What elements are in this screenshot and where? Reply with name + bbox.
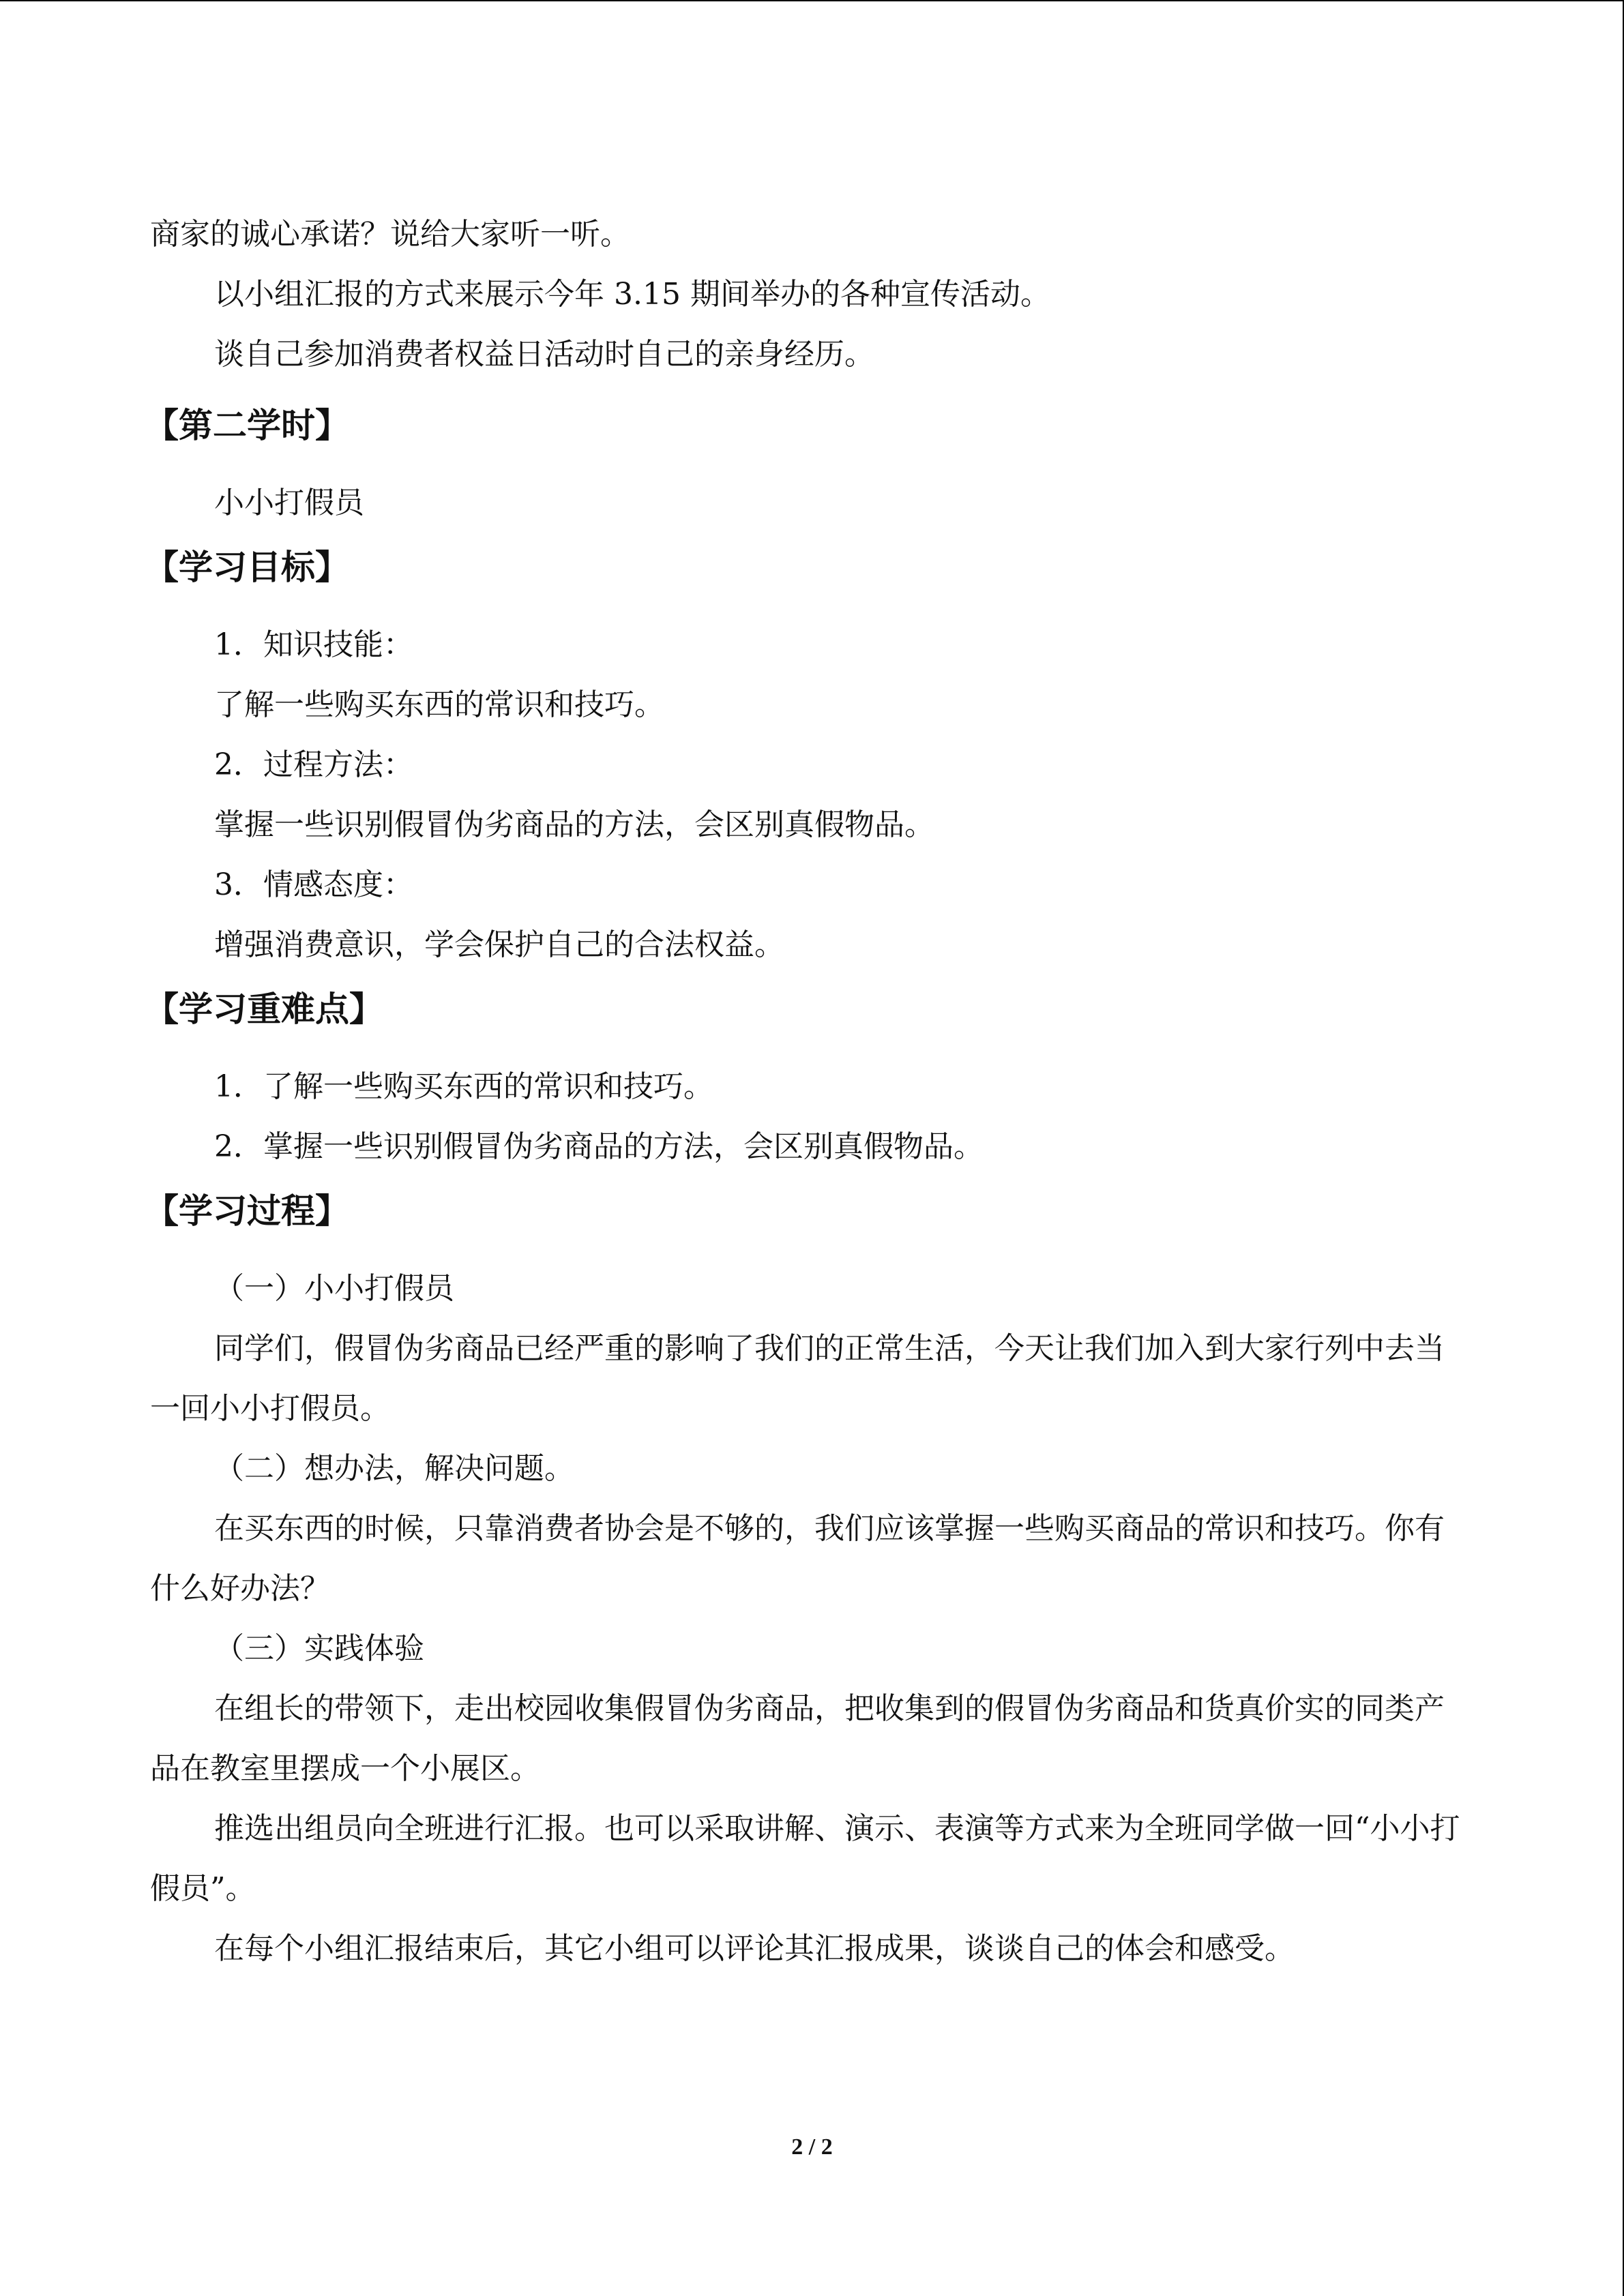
- paragraph-personal-experience: 谈自己参加消费者权益日活动时自己的亲身经历。: [214, 337, 874, 372]
- heading-learning-process: 【学习过程】: [145, 1191, 349, 1231]
- paragraph-activity-report: 以小组汇报的方式来展示今年 3.15 期间举办的各种宣传活动。: [214, 277, 1050, 312]
- lesson-topic: 小小打假员: [214, 486, 364, 520]
- heading-learning-goals: 【学习目标】: [145, 548, 349, 587]
- step-text-1: 同学们，假冒伪劣商品已经严重的影响了我们的正常生活，今天让我们加入到大家行列中去当一回小小打假员。: [150, 1331, 1445, 1426]
- goal-item: 增强消费意识，学会保护自己的合法权益。: [214, 927, 784, 962]
- key-point-item: 1．了解一些购买东西的常识和技巧。: [214, 1069, 713, 1104]
- paragraph-continuation: 商家的诚心承诺？说给大家听一听。: [150, 217, 630, 252]
- step-title-1: （一）小小打假员: [214, 1271, 454, 1306]
- step-title-2: （二）想办法，解决问题。: [214, 1451, 574, 1486]
- goal-item: 2．过程方法：: [214, 747, 413, 782]
- step-text-3c: 在每个小组汇报结束后，其它小组可以评论其汇报成果，谈谈自己的体会和感受。: [214, 1931, 1295, 1966]
- goal-item: 了解一些购买东西的常识和技巧。: [214, 687, 664, 722]
- goal-item: 3．情感态度：: [214, 867, 413, 902]
- goal-item: 1．知识技能：: [214, 627, 413, 662]
- step-title-3: （三）实践体验: [214, 1631, 424, 1666]
- step-text-3b: 推选出组员向全班进行汇报。也可以采取讲解、演示、表演等方式来为全班同学做一回“小小打假员”。: [150, 1811, 1460, 1906]
- key-point-item: 2．掌握一些识别假冒伪劣商品的方法，会区别真假物品。: [214, 1129, 984, 1164]
- heading-second-lesson: 【第二学时】: [145, 406, 349, 445]
- goal-item: 掌握一些识别假冒伪劣商品的方法，会区别真假物品。: [214, 807, 934, 842]
- heading-key-points: 【学习重难点】: [145, 989, 383, 1029]
- document-body: [145, 205, 1473, 1979]
- step-text-3a: 在组长的带领下，走出校园收集假冒伪劣商品，把收集到的假冒伪劣商品和货真价实的同类产品在教室里摆成一个小展区。: [150, 1691, 1445, 1786]
- page-number: 2 / 2: [791, 2134, 833, 2160]
- step-text-2: 在买东西的时候，只靠消费者协会是不够的，我们应该掌握一些购买商品的常识和技巧。你有什么好办法？: [150, 1511, 1445, 1606]
